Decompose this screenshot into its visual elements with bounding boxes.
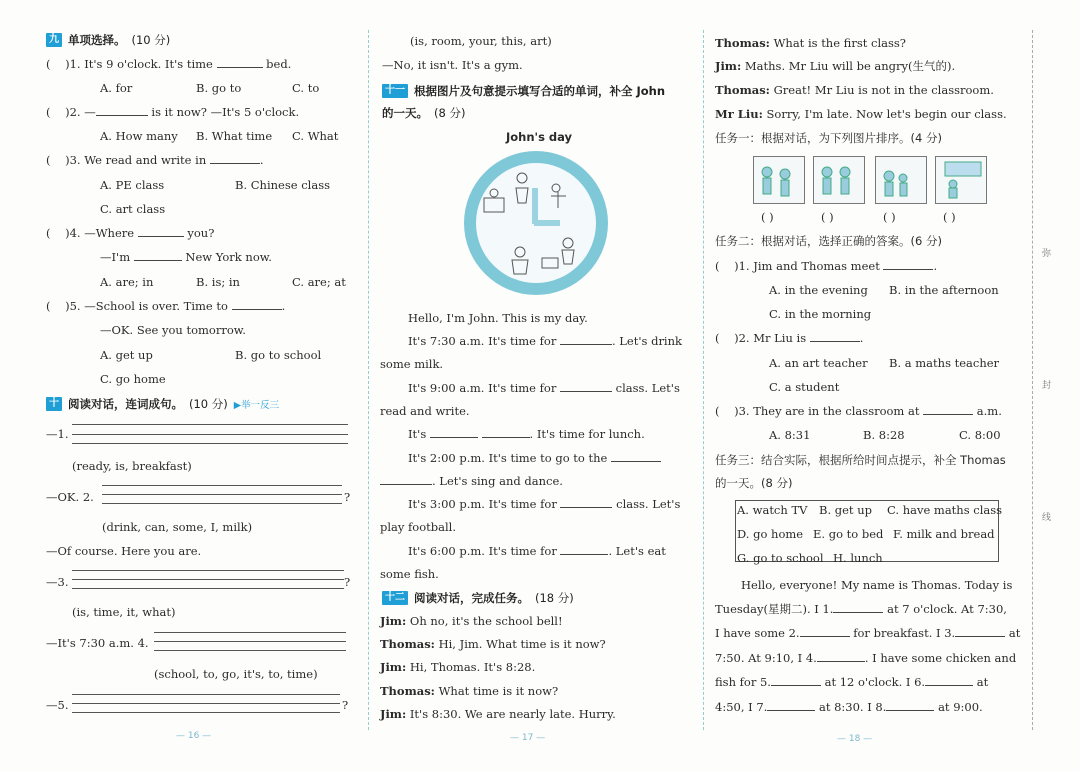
passage-line: some milk. bbox=[380, 357, 444, 371]
option-a: A. How many bbox=[100, 129, 178, 143]
writing-line[interactable] bbox=[102, 503, 342, 504]
word-bank-item: B. get up bbox=[819, 503, 872, 517]
option-b: B. What time bbox=[196, 129, 273, 143]
answer-blank[interactable] bbox=[611, 451, 661, 462]
page-17 bbox=[370, 0, 703, 772]
paragraph-line: 7:50. At 9:10, I 4. . I have some chicken and bbox=[715, 651, 1017, 665]
option-b: B. go to school bbox=[235, 348, 322, 362]
option-b: B. Chinese class bbox=[235, 178, 330, 192]
page-divider-right bbox=[703, 30, 704, 730]
passage-line: . Let's sing and dance. bbox=[380, 474, 563, 488]
question-3: ( )3. We read and write in . bbox=[46, 153, 264, 167]
task-1-title: 任务一：根据对话，为下列图片排序。(4 分) bbox=[715, 131, 942, 145]
answer-blank[interactable] bbox=[817, 651, 865, 662]
paragraph-line: I have some 2. for breakfast. I 3. at bbox=[715, 626, 1021, 640]
binding-mark: 线 bbox=[1042, 513, 1052, 523]
answer-blank[interactable] bbox=[430, 427, 478, 438]
writing-line[interactable] bbox=[102, 485, 342, 486]
dialog-line: Thomas: Great! Mr Liu is not in the classroom. bbox=[715, 83, 994, 97]
dialog-line: Thomas: What is the first class? bbox=[715, 36, 906, 50]
task2-question-3: ( )3. They are in the classroom at a.m. bbox=[715, 404, 1002, 418]
question-mark: ? bbox=[344, 490, 351, 504]
question-5: ( )5. —School is over. Time to . bbox=[46, 299, 286, 313]
question-mark: ? bbox=[344, 575, 351, 589]
word-bank-item: C. have maths class bbox=[887, 503, 1003, 517]
section-11-header-line2: 的一天。 (8 分) bbox=[382, 106, 466, 120]
task-3-title: 任务三：结合实际，根据所给时间点提示，补全 Thomas bbox=[715, 453, 1006, 467]
task2-question-2: ( )2. Mr Liu is . bbox=[715, 331, 864, 345]
passage-line: It's . It's time for lunch. bbox=[408, 427, 645, 441]
paragraph-line: fish for 5. at 12 o'clock. I 6. at bbox=[715, 675, 989, 689]
clock-illustration bbox=[456, 148, 616, 298]
question-2: ( )2. — is it now? —It's 5 o'clock. bbox=[46, 105, 300, 119]
word-hint: (ready, is, breakfast) bbox=[72, 459, 192, 473]
writing-line[interactable] bbox=[72, 443, 348, 444]
dialog-line-3: —Of course. Here you are. bbox=[46, 544, 202, 558]
answer-blank[interactable] bbox=[886, 700, 934, 711]
answer-blank[interactable] bbox=[800, 626, 850, 637]
option-c: C. go home bbox=[100, 372, 166, 386]
task-2-title: 任务二：根据对话，选择正确的答案。(6 分) bbox=[715, 234, 942, 248]
option-a: A. 8:31 bbox=[769, 428, 811, 442]
passage-line: It's 6:00 p.m. It's time for . Let's eat bbox=[408, 544, 666, 558]
picture-sketches bbox=[753, 156, 987, 204]
answer-blank[interactable] bbox=[217, 57, 263, 68]
writing-line[interactable] bbox=[72, 588, 344, 589]
answer-blank[interactable] bbox=[810, 331, 860, 342]
answer-blank[interactable] bbox=[925, 675, 973, 686]
answer-blank[interactable] bbox=[482, 427, 530, 438]
dialog-line: Thomas: What time is it now? bbox=[380, 684, 559, 698]
answer-blank[interactable] bbox=[232, 299, 282, 310]
dialog-line-2: —OK. 2. bbox=[46, 490, 94, 504]
answer-blank[interactable] bbox=[96, 105, 148, 116]
section-11-header: 十一 根据图片及句意提示填写合适的单词，补全 John bbox=[382, 83, 665, 99]
word-hint: (is, room, your, this, art) bbox=[410, 34, 552, 48]
page-16 bbox=[0, 0, 368, 772]
word-bank-item: G. go to school bbox=[737, 551, 824, 565]
passage-line: read and write. bbox=[380, 404, 470, 418]
word-bank-item: F. milk and bread bbox=[893, 527, 995, 541]
answer-line: —No, it isn't. It's a gym. bbox=[382, 58, 523, 72]
passage-line: It's 3:00 p.m. It's time for class. Let's bbox=[408, 497, 681, 511]
page-18 bbox=[705, 0, 1032, 772]
option-a: A. an art teacher bbox=[769, 356, 868, 370]
clock-hand-minute bbox=[534, 220, 560, 226]
answer-blank[interactable] bbox=[833, 602, 883, 613]
picture-title: John's day bbox=[506, 130, 573, 144]
question-5-line2: —OK. See you tomorrow. bbox=[100, 323, 246, 337]
task-3-title-line2: 的一天。(8 分) bbox=[715, 476, 793, 490]
dialog-line-6: —5. bbox=[46, 698, 69, 712]
option-b: B. a maths teacher bbox=[889, 356, 1000, 370]
section-10-header: 十 阅读对话，连词成句。 (10 分) ▶举一反三 bbox=[46, 396, 279, 412]
task2-question-1: ( )1. Jim and Thomas meet . bbox=[715, 259, 938, 273]
word-bank-item: D. go home bbox=[737, 527, 804, 541]
option-a: A. for bbox=[100, 81, 133, 95]
order-bracket[interactable]: ( ) bbox=[761, 210, 774, 224]
option-c: C. in the morning bbox=[769, 307, 872, 321]
option-a: A. get up bbox=[100, 348, 153, 362]
option-a: A. are; in bbox=[100, 275, 154, 289]
paragraph-line: Hello, everyone! My name is Thomas. Today is bbox=[741, 578, 1013, 592]
option-c: C. to bbox=[292, 81, 320, 95]
question-4: ( )4. —Where you? bbox=[46, 226, 215, 240]
order-bracket[interactable]: ( ) bbox=[821, 210, 834, 224]
dialog-line: Mr Liu: Sorry, I'm late. Now let's begin our class. bbox=[715, 107, 1007, 121]
writing-line[interactable] bbox=[72, 434, 348, 435]
option-b: B. in the afternoon bbox=[889, 283, 999, 297]
question-1: ( )1. It's 9 o'clock. It's time bed. bbox=[46, 57, 292, 71]
answer-blank[interactable] bbox=[767, 700, 815, 711]
writing-line[interactable] bbox=[72, 570, 344, 571]
option-c: C. are; at bbox=[292, 275, 346, 289]
writing-line[interactable] bbox=[154, 641, 346, 642]
dialog-line: Jim: Oh no, it's the school bell! bbox=[380, 614, 563, 628]
passage-line: It's 7:30 a.m. It's time for . Let's drink bbox=[408, 334, 682, 348]
page-number: — 18 — bbox=[837, 734, 873, 744]
question-mark: ? bbox=[342, 698, 349, 712]
page-number: — 17 — bbox=[510, 733, 546, 743]
dialog-line: Jim: It's 8:30. We are nearly late. Hurry. bbox=[380, 707, 616, 721]
question-4-line2: —I'm New York now. bbox=[100, 250, 272, 264]
page-divider-left bbox=[368, 30, 369, 730]
paragraph-line: Tuesday(星期二). I 1. at 7 o'clock. At 7:30, bbox=[715, 602, 1007, 616]
option-c: C. What bbox=[292, 129, 339, 143]
answer-blank[interactable] bbox=[923, 404, 973, 415]
order-bracket[interactable]: ( ) bbox=[883, 210, 896, 224]
word-hint: (is, time, it, what) bbox=[72, 605, 176, 619]
option-c: C. art class bbox=[100, 202, 166, 216]
page-number: — 16 — bbox=[176, 731, 212, 741]
passage-line: some fish. bbox=[380, 567, 439, 581]
answer-blank[interactable] bbox=[134, 250, 182, 261]
clock-hand-hour bbox=[532, 188, 538, 224]
writing-line[interactable] bbox=[72, 694, 340, 695]
option-a: A. in the evening bbox=[769, 283, 868, 297]
option-b: B. is; in bbox=[196, 275, 240, 289]
dialog-line-4: —3. bbox=[46, 575, 69, 589]
dialog-line: Jim: Maths. Mr Liu will be angry(生气的). bbox=[715, 59, 956, 73]
binding-mark: 封 bbox=[1042, 381, 1052, 391]
writing-line[interactable] bbox=[72, 703, 340, 704]
passage-line: It's 2:00 p.m. It's time to go to the bbox=[408, 451, 661, 465]
paragraph-line: 4:50, I 7. at 8:30. I 8. at 9:00. bbox=[715, 700, 983, 714]
section-12-header: 十二 阅读对话，完成任务。 (18 分) bbox=[382, 590, 574, 606]
answer-blank[interactable] bbox=[560, 544, 608, 555]
writing-line[interactable] bbox=[154, 632, 346, 633]
writing-line[interactable] bbox=[72, 712, 340, 713]
word-bank-item: E. go to bed bbox=[813, 527, 884, 541]
order-bracket[interactable]: ( ) bbox=[943, 210, 956, 224]
answer-blank[interactable] bbox=[210, 153, 260, 164]
writing-line[interactable] bbox=[72, 424, 348, 425]
dialog-line: Jim: Hi, Thomas. It's 8:28. bbox=[380, 660, 536, 674]
section-9-header: 九 单项选择。 (10 分) bbox=[46, 32, 170, 48]
option-b: B. go to bbox=[196, 81, 242, 95]
binding-mark: 弥 bbox=[1042, 249, 1052, 259]
passage-line: It's 9:00 a.m. It's time for class. Let's bbox=[408, 381, 680, 395]
word-hint: (drink, can, some, I, milk) bbox=[102, 520, 253, 534]
word-bank-item: H. lunch bbox=[833, 551, 883, 565]
dialog-line: Thomas: Hi, Jim. What time is it now? bbox=[380, 637, 606, 651]
option-b: B. 8:28 bbox=[863, 428, 905, 442]
dialog-line-5: —It's 7:30 a.m. 4. bbox=[46, 636, 149, 650]
dialog-line-1: —1. bbox=[46, 427, 69, 441]
option-a: A. PE class bbox=[100, 178, 165, 192]
passage-line: play football. bbox=[380, 520, 457, 534]
writing-line[interactable] bbox=[102, 494, 342, 495]
answer-blank[interactable] bbox=[560, 334, 612, 345]
answer-blank[interactable] bbox=[771, 675, 821, 686]
answer-blank[interactable] bbox=[560, 381, 612, 392]
option-c: C. 8:00 bbox=[959, 428, 1001, 442]
word-hint: (school, to, go, it's, to, time) bbox=[154, 667, 318, 681]
writing-line[interactable] bbox=[72, 579, 344, 580]
answer-blank[interactable] bbox=[138, 226, 184, 237]
word-bank-item: A. watch TV bbox=[737, 503, 808, 517]
passage-line: Hello, I'm John. This is my day. bbox=[408, 311, 588, 325]
answer-blank[interactable] bbox=[380, 474, 432, 485]
answer-blank[interactable] bbox=[883, 259, 933, 270]
option-c: C. a student bbox=[769, 380, 840, 394]
writing-line[interactable] bbox=[154, 650, 346, 651]
answer-blank[interactable] bbox=[560, 497, 612, 508]
answer-blank[interactable] bbox=[955, 626, 1005, 637]
binding-line bbox=[1032, 30, 1033, 730]
